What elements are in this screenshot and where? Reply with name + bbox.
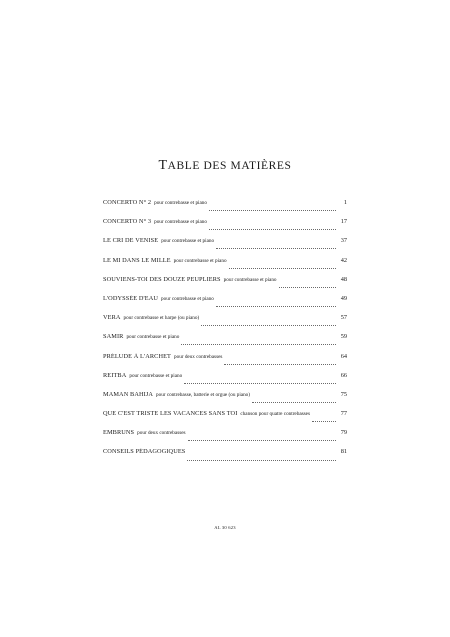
- toc-entry-page-number: 48: [340, 275, 347, 283]
- toc-entry-page-number: 77: [340, 410, 347, 418]
- toc-entry-instrumentation: pour contrebasse et piano: [126, 334, 180, 341]
- table-of-contents: [103, 199, 347, 468]
- dot-leader: [224, 364, 336, 365]
- toc-entry-title: L'ODYSSÉE D'EAU: [103, 294, 159, 302]
- toc-entry: [103, 448, 347, 467]
- toc-entry: [103, 372, 347, 391]
- toc-entry-page-number: 81: [340, 448, 347, 456]
- toc-entry-title: LE CRI DE VENISE: [103, 237, 159, 245]
- toc-entry-instrumentation: pour contrebasse et piano: [173, 257, 227, 264]
- toc-entry-instrumentation: pour deux contrebasses: [174, 353, 223, 360]
- toc-entry: [103, 237, 347, 256]
- dot-leader: [187, 460, 336, 461]
- dot-leader: [252, 402, 336, 403]
- toc-entry-instrumentation: pour contrebasse et piano: [154, 219, 207, 226]
- toc-entry-instrumentation: pour contrebasse, batterie et orgue (ou piano): [156, 391, 250, 398]
- toc-entry-title: LE MI DANS LE MILLE: [103, 256, 171, 264]
- toc-entry-instrumentation: pour contrebasse et piano: [161, 295, 214, 302]
- dot-leader: [216, 306, 336, 307]
- toc-entry-page-number: 42: [340, 256, 347, 264]
- toc-entry-page-number: 17: [340, 218, 347, 226]
- toc-entry-title: EMBRUNS: [103, 429, 135, 437]
- toc-entry-page-number: 59: [340, 333, 347, 341]
- page-title: [0, 158, 450, 174]
- toc-entry-title: MAMAN BAHIJA: [103, 390, 154, 398]
- toc-entry-page-number: 66: [340, 371, 347, 379]
- toc-entry-instrumentation: chanson pour quatre contrebasses: [240, 411, 310, 418]
- dot-leader: [279, 287, 336, 288]
- toc-entry-title: CONCERTO N° 2: [103, 199, 152, 206]
- dot-leader: [312, 421, 336, 422]
- catalog-reference: AL 30 623: [214, 525, 236, 530]
- dot-leader: [184, 383, 336, 384]
- dot-leader: [216, 248, 336, 249]
- toc-entry-instrumentation: pour contrebasse et piano: [223, 276, 277, 283]
- toc-entry-title: SOUVIENS-TOI DES DOUZE PEUPLIERS: [103, 275, 221, 283]
- title-first-letter: T: [158, 158, 168, 173]
- dot-leader: [229, 268, 336, 269]
- toc-entry: [103, 333, 347, 352]
- toc-entry-title: VERA: [103, 314, 121, 322]
- toc-entry: [103, 353, 347, 372]
- toc-entry-page-number: 57: [340, 314, 347, 322]
- dot-leader: [188, 440, 336, 441]
- toc-entry-title: PRÉLUDE À L'ARCHET: [103, 352, 172, 360]
- toc-entry: [103, 391, 347, 410]
- toc-entry-title: QUE C'EST TRISTE LES VACANCES SANS TOI: [103, 410, 238, 418]
- title-rest: ABLE DES MATIÈRES: [167, 160, 292, 172]
- toc-entry-page-number: 79: [340, 429, 347, 437]
- toc-entry: [103, 276, 347, 295]
- toc-entry: [103, 199, 347, 218]
- toc-entry-instrumentation: pour contrebasse et harpe (ou piano): [123, 315, 200, 322]
- toc-entry: [103, 257, 347, 276]
- toc-entry-title: REITBA: [103, 371, 127, 379]
- toc-entry-instrumentation: pour contrebasse et piano: [154, 200, 207, 206]
- toc-entry: [103, 314, 347, 333]
- dot-leader: [209, 229, 336, 230]
- dot-leader: [209, 210, 336, 211]
- toc-entry: [103, 218, 347, 237]
- toc-entry-title: CONSEILS PÉDAGOGIQUES: [103, 448, 186, 456]
- toc-entry-title: CONCERTO N° 3: [103, 218, 152, 226]
- toc-entry-title: SAMIR: [103, 333, 124, 341]
- toc-entry: [103, 429, 347, 448]
- toc-entry-page-number: 37: [340, 237, 347, 245]
- toc-entry-instrumentation: pour contrebasse et piano: [161, 238, 215, 245]
- toc-entry-instrumentation: pour contrebasse et piano: [129, 372, 183, 379]
- toc-entry-page-number: 49: [340, 294, 347, 302]
- toc-entry-page-number: 75: [340, 390, 347, 398]
- toc-entry: [103, 295, 347, 314]
- toc-entry-page-number: 64: [340, 352, 347, 360]
- toc-entry-page-number: 1: [343, 199, 347, 206]
- toc-entry: [103, 410, 347, 429]
- dot-leader: [201, 325, 336, 326]
- toc-entry-instrumentation: pour deux contrebasses: [137, 430, 186, 437]
- dot-leader: [181, 344, 336, 345]
